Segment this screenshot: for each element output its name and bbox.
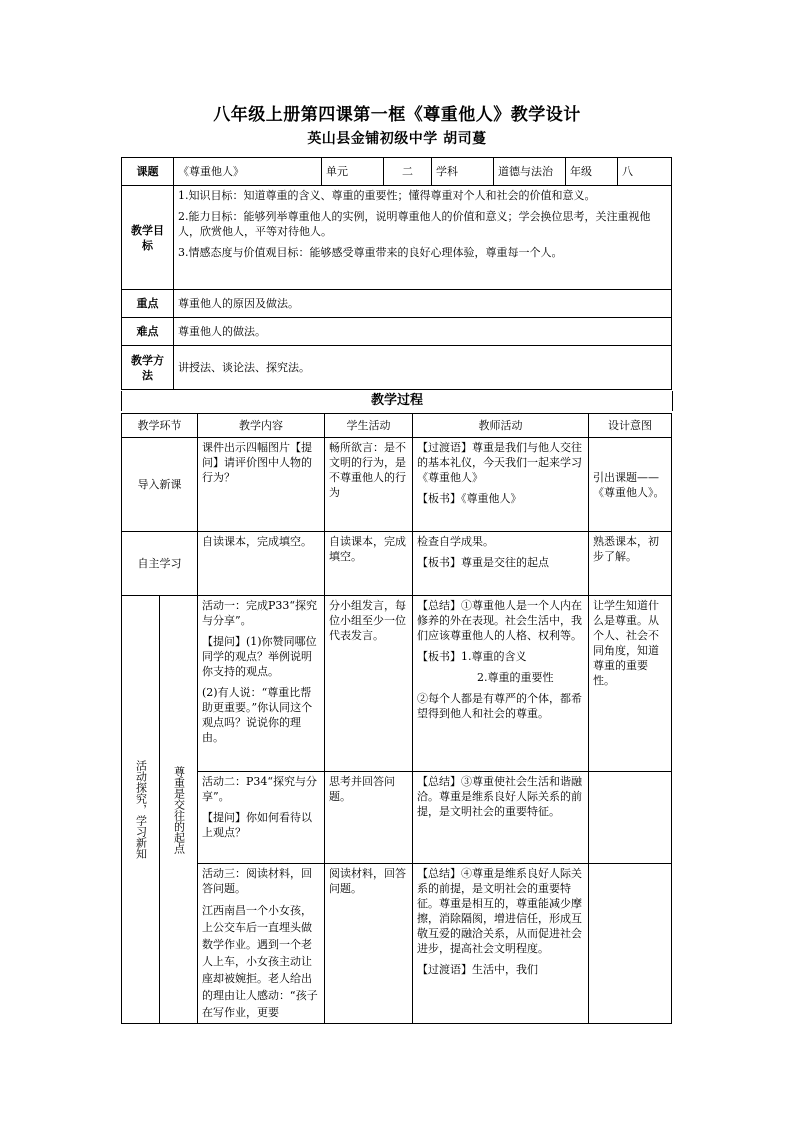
difficult-label: 难点 — [122, 318, 174, 346]
grade-value: 八 — [618, 158, 672, 186]
info-table — [121, 157, 672, 390]
a1-content — [198, 596, 325, 772]
self-teacher-2: 【板书】尊重是交往的起点 — [417, 556, 549, 569]
intro-student: 畅所欲言：是不文明的行为，是不尊重他人的行为 — [325, 438, 413, 532]
a3-teacher-2: 【过渡语】生活中，我们 — [417, 963, 538, 976]
process-table — [121, 413, 672, 1024]
intro-teacher — [413, 438, 589, 532]
goal-cell — [174, 186, 672, 290]
a2-content — [198, 772, 325, 864]
self-teacher-1: 检查自学成果。 — [417, 535, 494, 548]
a2-teacher: 【总结】③尊重使社会生活和谐融洽。尊重是维系良好人际关系的前提，是文明社会的重要特征。 — [413, 772, 589, 864]
self-content: 自读课本，完成填空。 — [198, 532, 325, 596]
topic-label: 课题 — [122, 158, 174, 186]
activity-stage — [122, 596, 160, 1024]
process-title: 教学过程 — [121, 391, 673, 411]
subject-label: 学科 — [432, 158, 494, 186]
a2-intent — [589, 772, 672, 864]
goal-1: 1.知识目标：知道尊重的含义、尊重的重要性；懂得尊重对个人和社会的价值和意义。 — [178, 189, 596, 202]
key-value: 尊重他人的原因及做法。 — [174, 290, 672, 318]
intro-teacher-2: 【板书】《尊重他人》 — [417, 492, 522, 505]
a1-teacher-1: 【总结】①尊重他人是一个人内在修养的外在表现。社会生活中，我们应该尊重他人的人格、权利等。 — [417, 599, 582, 642]
a2-content-1: 活动二：P34“探究与分享”。 — [202, 775, 318, 803]
a1-content-1: 活动一：完成P33“探究与分享”。 — [202, 599, 318, 627]
self-teacher — [413, 532, 589, 596]
a3-content-1: 活动三：阅读材料，回答问题。 — [202, 867, 312, 895]
self-student: 自读课本，完成填空。 — [325, 532, 413, 596]
intro-content: 课件出示四幅图片【提问】请评价图中人物的行为？ — [198, 438, 325, 532]
method-label: 教学方法 — [122, 346, 174, 390]
a1-student: 分小组发言，每位小组至少一位代表发言。 — [325, 596, 413, 772]
a3-student: 阅读材料，回答问题。 — [325, 864, 413, 1024]
activity-sub-text: 尊重是交往的起点 — [172, 765, 186, 854]
activity-sub — [160, 596, 198, 1024]
header-intent: 设计意图 — [589, 414, 672, 438]
difficult-value: 尊重他人的做法。 — [174, 318, 672, 346]
a1-teacher-3: 2.尊重的重要性 — [477, 671, 554, 684]
topic-value: 《尊重他人》 — [174, 158, 322, 186]
a1-teacher-2: 【板书】1.尊重的含义 — [417, 650, 527, 663]
a1-content-2: 【提问】(1)你赞同哪位同学的观点？举例说明你支持的观点。 — [202, 635, 317, 678]
subject-value: 道德与法治 — [494, 158, 566, 186]
goal-2: 2.能力目标：能够列举尊重他人的实例，说明尊重他人的价值和意义；学会换位思考，关注重视他人，欣赏他人，平等对待他人。 — [178, 210, 651, 238]
intro-intent: 引出课题——《尊重他人》。 — [589, 438, 672, 532]
a3-content-2: 江西南昌一个小女孩，上公交车后一直埋头做数学作业。遇到一个老人上车，小女孩主动让座却被婉拒。老人给出的理由让人感动：“孩子在写作业，更要 — [202, 904, 318, 1019]
a1-content-3: (2)有人说：“尊重比帮助更重要。”你认同这个观点吗？说说你的理由。 — [202, 686, 313, 744]
goal-3: 3.情感态度与价值观目标：能够感受尊重带来的良好心理体验，尊重每一个人。 — [178, 246, 563, 259]
key-label: 重点 — [122, 290, 174, 318]
header-teacher: 教师活动 — [413, 414, 589, 438]
a3-teacher-1: 【总结】④尊重是维系良好人际关系的前提，是文明社会的重要特征。尊重是相互的，尊重能减少摩擦，消除隔阂，增进信任，形成互敬互爱的融洽关系，从而促进社会进步，提高社会文明程度。 — [417, 867, 582, 955]
grade-label: 年级 — [566, 158, 618, 186]
unit-value: 二 — [384, 158, 432, 186]
activity-stage-text: 活动探究，学习新知 — [134, 760, 148, 859]
intro-teacher-1: 【过渡语】尊重是我们与他人交往的基本礼仪，今天我们一起来学习《尊重他人》 — [417, 441, 582, 484]
header-stage: 教学环节 — [122, 414, 198, 438]
a1-teacher-4: ②每个人都是有尊严的个体，都希望得到他人和社会的尊重。 — [417, 692, 582, 720]
intro-stage: 导入新课 — [122, 438, 198, 532]
a2-student: 思考并回答问题。 — [325, 772, 413, 864]
a1-teacher — [413, 596, 589, 772]
goal-label: 教学目标 — [122, 186, 174, 290]
a2-content-2: 【提问】你如何看待以上观点？ — [202, 811, 312, 839]
header-student: 学生活动 — [325, 414, 413, 438]
header-content: 教学内容 — [198, 414, 325, 438]
document-title: 八年级上册第四课第一框《尊重他人》教学设计 — [213, 105, 581, 125]
a3-intent — [589, 864, 672, 1024]
a3-teacher — [413, 864, 589, 1024]
method-value: 讲授法、谈论法、探究法。 — [174, 346, 672, 390]
self-stage: 自主学习 — [122, 532, 198, 596]
document-author: 英山县金铺初级中学 胡司蔓 — [307, 131, 487, 147]
a3-content — [198, 864, 325, 1024]
self-intent: 熟悉课本，初步了解。 — [589, 532, 672, 596]
a1-intent: 让学生知道什么是尊重。从个人、社会不同角度，知道尊重的重要性。 — [589, 596, 672, 772]
unit-label: 单元 — [322, 158, 384, 186]
